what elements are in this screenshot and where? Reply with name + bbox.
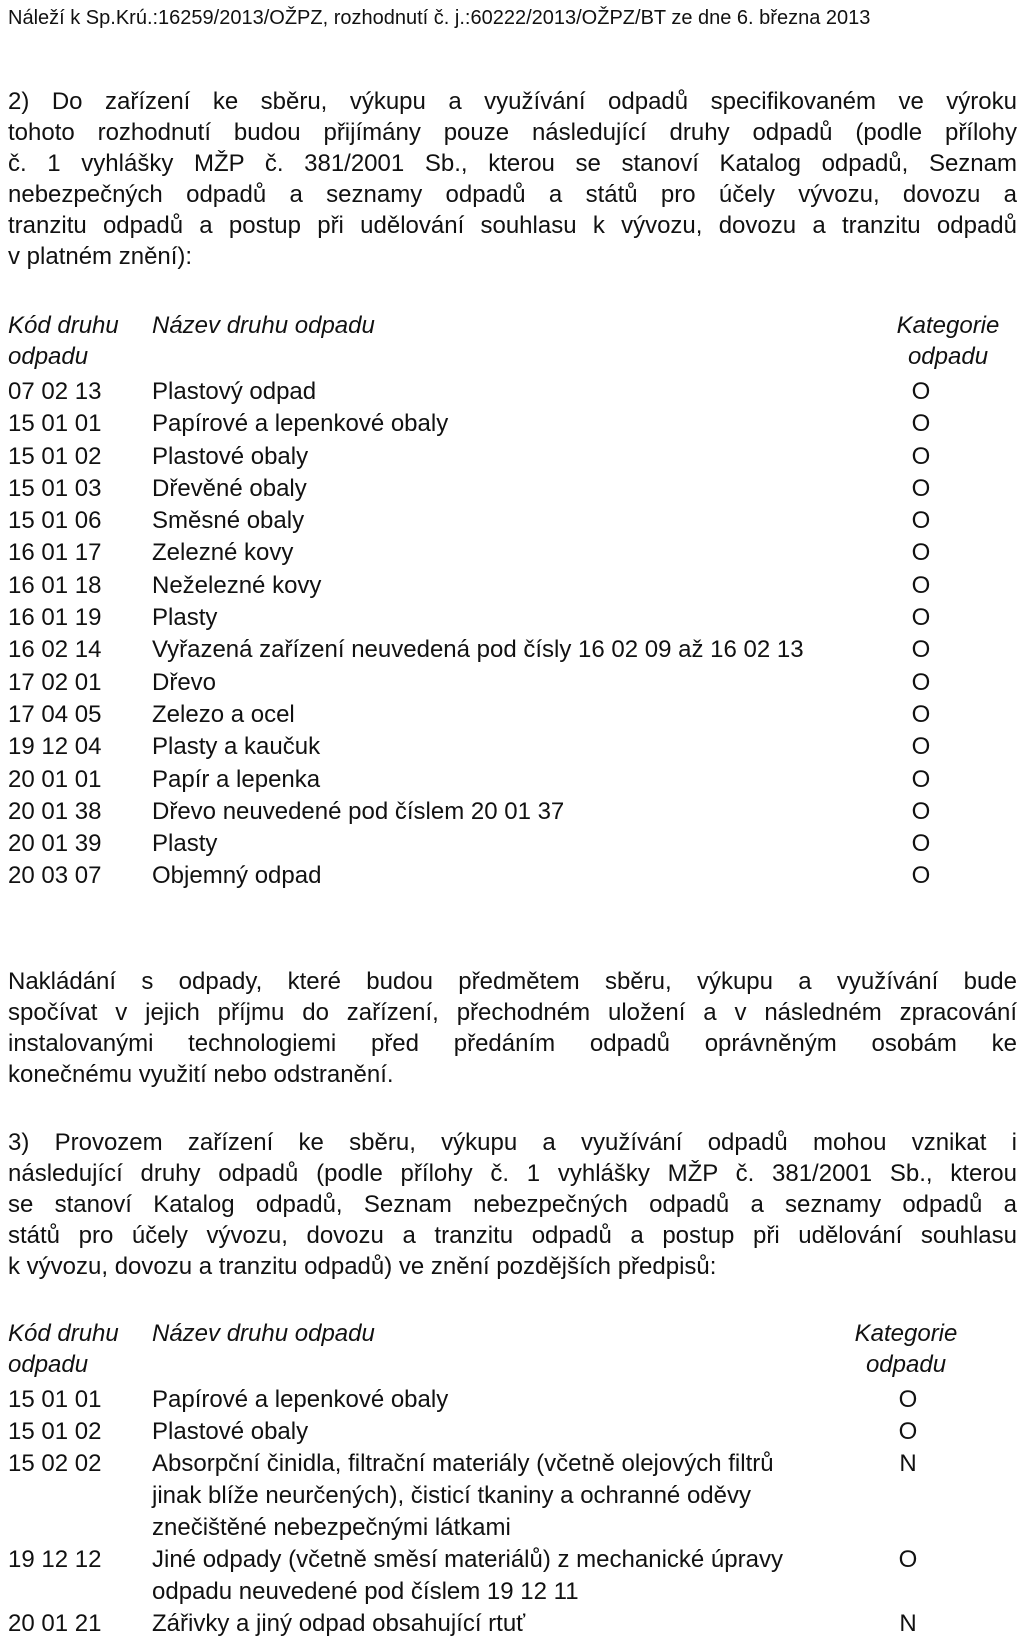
waste-code: 20 01 01 (8, 765, 102, 793)
paragraph-line: v platném znění): (8, 243, 193, 270)
header-code: Kód druhu odpadu (8, 1320, 119, 1378)
waste-category: O (911, 571, 931, 599)
table-row (8, 1384, 1008, 1416)
waste-category: N (899, 1610, 917, 1637)
paragraph-line: Nakládání s odpady, které budou předmětem sběru, výkupu a využívání bude (8, 968, 1017, 995)
paragraph-line: k vývozu, dovozu a tranzitu odpadů) ve znění pozdějších předpisů: (8, 1253, 717, 1280)
waste-name: Zelezo a ocel (152, 700, 295, 728)
waste-category: O (898, 1546, 918, 1573)
waste-category: O (911, 410, 931, 438)
waste-code: 17 04 05 (8, 700, 102, 728)
paragraph-line: tohoto rozhodnutí budou přijímány pouze následující druhy odpadů (podle přílohy (8, 119, 1017, 146)
waste-name: Plastové obaly (152, 1418, 309, 1445)
waste-table-produced (8, 1318, 1008, 1640)
paragraph-line: se stanoví Katalog odpadů, Seznam nebezpečných odpadů a seznamy odpadů a (8, 1191, 1017, 1218)
document-reference-header: Náleží k Sp.Krú.:16259/2013/OŽPZ, rozhodnutí č. j.:60222/2013/OŽPZ/BT ze dne 6. března 2013 (8, 7, 871, 29)
waste-code: 16 01 17 (8, 539, 102, 567)
waste-name: Plasty a kaučuk (152, 733, 321, 761)
waste-category: O (911, 862, 931, 890)
waste-name: Dřevěné obaly (152, 474, 307, 502)
table-row (8, 796, 1008, 828)
waste-category: O (911, 700, 931, 728)
waste-code: 15 01 01 (8, 1386, 102, 1413)
waste-code: 17 02 01 (8, 668, 102, 696)
header-name: Název druhu odpadu (152, 1320, 375, 1347)
waste-name: Papírové a lepenkové obaly (152, 410, 449, 438)
waste-category: O (911, 604, 931, 632)
waste-category: O (911, 830, 931, 858)
table-row (8, 505, 1008, 537)
table-row (8, 1608, 1008, 1640)
table-row (8, 667, 1008, 699)
waste-category: O (911, 668, 931, 696)
table-row (8, 441, 1008, 473)
table-row (8, 828, 1008, 860)
waste-code: 20 01 38 (8, 797, 102, 825)
table-row (8, 570, 1008, 602)
waste-code: 19 12 04 (8, 733, 102, 761)
paragraph-line: č. 1 vyhlášky MŽP č. 381/2001 Sb., kterou se stanoví Katalog odpadů, Seznam (8, 150, 1017, 177)
table-row (8, 634, 1008, 666)
table-row (8, 1416, 1008, 1448)
waste-name: Objemný odpad (152, 862, 322, 890)
waste-code: 20 03 07 (8, 862, 102, 890)
waste-name: Plastové obaly (152, 442, 309, 470)
table-row (8, 408, 1008, 440)
waste-name: Směsné obaly (152, 507, 305, 535)
paragraph-line: 3) Provozem zařízení ke sběru, výkupu a využívání odpadů mohou vznikat i (8, 1129, 1017, 1156)
waste-category: O (911, 733, 931, 761)
waste-code: 15 01 02 (8, 442, 102, 470)
waste-category: O (911, 539, 931, 567)
table-row (8, 1448, 1008, 1544)
waste-category: O (911, 378, 931, 405)
header-category: Kategorie odpadu (854, 1320, 958, 1378)
table-row (8, 699, 1008, 731)
waste-name: Dřevo neuvedené pod číslem 20 01 37 (152, 797, 565, 825)
table-row (8, 1544, 1008, 1608)
header-category: Kategorie odpadu (896, 312, 1000, 370)
waste-code: 07 02 13 (8, 378, 102, 405)
section-3-paragraph (8, 1127, 1017, 1282)
waste-code: 20 01 21 (8, 1610, 102, 1637)
table-row (8, 860, 1008, 892)
waste-name: Absorpční činidla, filtrační materiály (včetně olejových filtrů jinak blíže neurčených), čisticí tkaniny a ochranné oděvy znečištěné nebezpečnými látkami (152, 1450, 774, 1541)
paragraph-line: instalovanými technologiemi před předáním odpadů oprávněným osobám ke (8, 1030, 1017, 1057)
waste-code: 15 01 03 (8, 474, 102, 502)
paragraph-line: států pro účely vývozu, dovozu a tranzitu odpadů a postup při udělování souhlasu (8, 1222, 1017, 1249)
waste-category: O (911, 765, 931, 793)
waste-category: O (898, 1418, 918, 1445)
waste-code: 16 02 14 (8, 636, 102, 664)
waste-name: Plasty (152, 604, 218, 632)
waste-code: 15 01 06 (8, 507, 102, 535)
waste-category: O (911, 442, 931, 470)
waste-name: Neželezné kovy (152, 571, 322, 599)
handling-paragraph (8, 966, 1017, 1090)
paragraph-line: následující druhy odpadů (podle přílohy č. 1 vyhlášky MŽP č. 381/2001 Sb., kterou (8, 1160, 1017, 1187)
waste-category: O (911, 507, 931, 535)
paragraph-line: spočívat v jejich příjmu do zařízení, přechodném uložení a v následném zpracování (8, 999, 1017, 1026)
waste-name: Zelezné kovy (152, 539, 294, 567)
table-header (8, 310, 1008, 376)
waste-name: Jiné odpady (včetně směsí materiálů) z mechanické úpravy odpadu neuvedené pod číslem 19 12 11 (152, 1546, 783, 1605)
waste-code: 19 12 12 (8, 1546, 102, 1573)
waste-name: Plastový odpad (152, 378, 317, 405)
waste-category: O (911, 474, 931, 502)
waste-name: Papírové a lepenkové obaly (152, 1386, 449, 1413)
waste-category: O (911, 636, 931, 664)
table-row (8, 731, 1008, 763)
table-body (8, 1384, 1008, 1640)
table-row (8, 764, 1008, 796)
waste-name: Dřevo (152, 668, 217, 696)
waste-code: 16 01 19 (8, 604, 102, 632)
table-row (8, 602, 1008, 634)
waste-table-accepted (8, 310, 1008, 893)
paragraph-line: tranzitu odpadů a postup při udělování souhlasu k vývozu, dovozu a tranzitu odpadů (8, 212, 1017, 239)
waste-category: O (911, 797, 931, 825)
table-header (8, 1318, 1008, 1384)
paragraph-line: konečnému využití nebo odstranění. (8, 1061, 394, 1088)
header-name: Název druhu odpadu (152, 312, 375, 339)
waste-name: Papír a lepenka (152, 765, 321, 793)
waste-name: Vyřazená zařízení neuvedená pod čísly 16 02 09 až 16 02 13 (152, 636, 804, 664)
table-body (8, 376, 1008, 893)
paragraph-line: nebezpečných odpadů a seznamy odpadů a států pro účely vývozu, dovozu a (8, 181, 1017, 208)
waste-name: Zářivky a jiný odpad obsahující rtuť (152, 1610, 526, 1637)
waste-code: 15 01 01 (8, 410, 102, 438)
waste-code: 15 01 02 (8, 1418, 102, 1445)
table-row (8, 473, 1008, 505)
waste-category: O (898, 1386, 918, 1413)
waste-code: 15 02 02 (8, 1450, 102, 1477)
waste-category: N (899, 1450, 917, 1477)
waste-name: Plasty (152, 830, 218, 858)
header-code: Kód druhu odpadu (8, 312, 119, 370)
table-row (8, 537, 1008, 569)
table-row (8, 376, 1008, 408)
section-2-paragraph (8, 86, 1017, 272)
paragraph-line: 2) Do zařízení ke sběru, výkupu a využívání odpadů specifikovaném ve výroku (8, 88, 1017, 115)
waste-code: 20 01 39 (8, 830, 102, 858)
waste-code: 16 01 18 (8, 571, 102, 599)
